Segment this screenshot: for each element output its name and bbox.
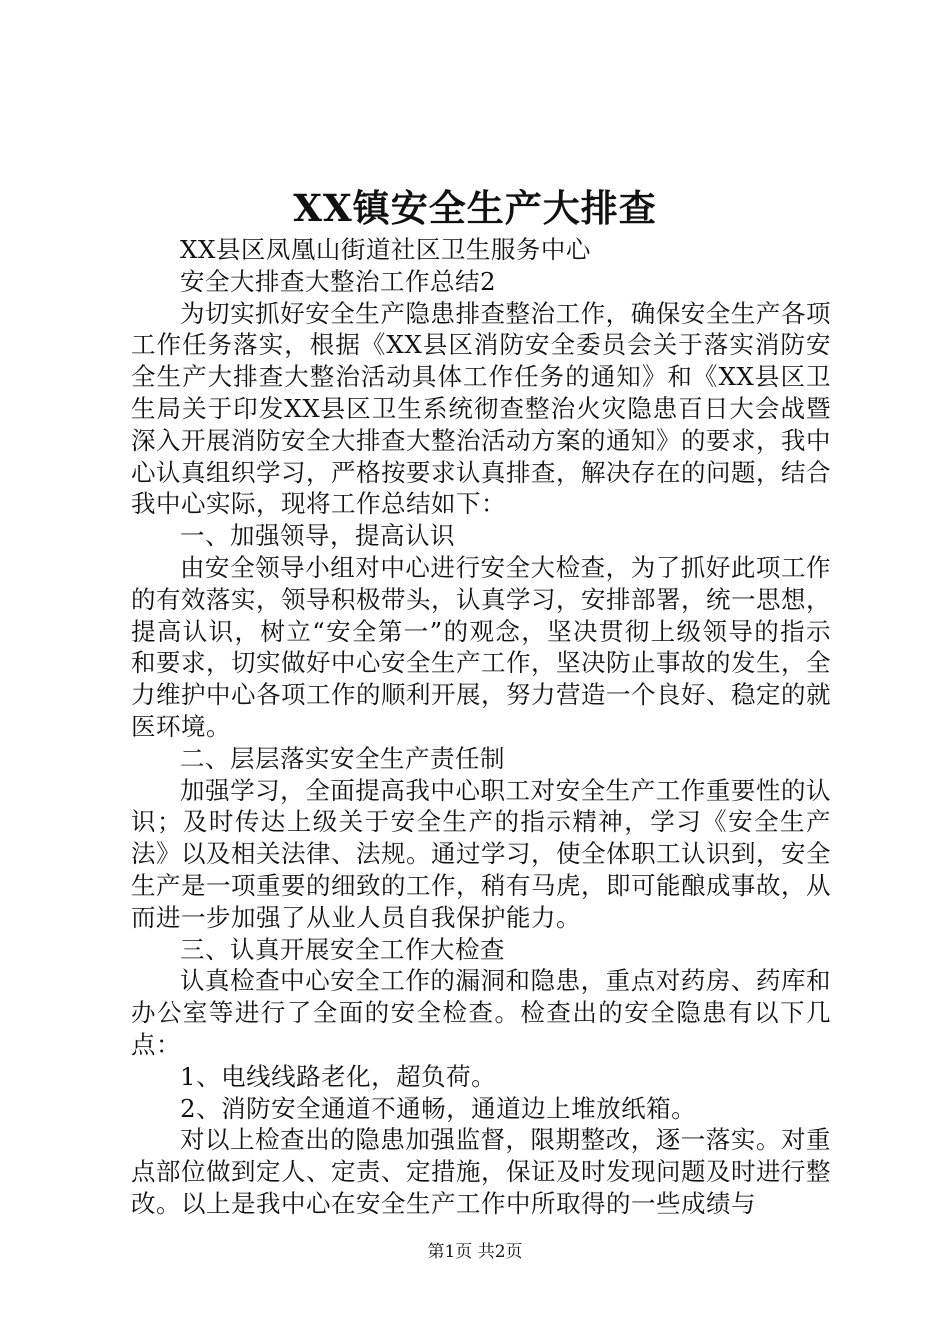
- section-paragraph-2: 加强学习，全面提高我中心职工对安全生产工作重要性的认识；及时传达上级关于安全生产的指示精神，学习《安全生产法》以及相关法律、法规。通过学习，使全体职工认识到，安全生产是一项重要的细致的工作，稍有马虎，即可能酿成事故，从而进一步加强了从业人员自我保护能力。: [131, 775, 831, 932]
- section-heading-1: 一、加强领导，提高认识: [180, 521, 455, 551]
- list-item-1: 1、电线线路老化，超负荷。: [180, 1061, 497, 1091]
- list-item-2: 2、消防安全通道不通畅，通道边上堆放纸箱。: [180, 1093, 697, 1123]
- page-title: XX镇安全生产大排查: [293, 186, 657, 230]
- page-number-footer: 第1页 共2页: [427, 1242, 523, 1262]
- closing-paragraph: 对以上检查出的隐患加强监督，限期整改，逐一落实。对重点部位做到定人、定责、定措施，保证及时发现问题及时进行整改。以上是我中心在安全生产工作中所取得的一些成绩与: [131, 1125, 831, 1218]
- section-heading-3: 三、认真开展安全工作大检查: [180, 934, 505, 964]
- report-subtitle-line: 安全大排查大整治工作总结2: [180, 266, 497, 296]
- document-body: [131, 234, 831, 1220]
- section-paragraph-3: 认真检查中心安全工作的漏洞和隐患，重点对药房、药库和办公室等进行了全面的安全检查。检查出的安全隐患有以下几点：: [131, 966, 831, 1059]
- intro-paragraph: 为切实抓好安全生产隐患排查整治工作，确保安全生产各项工作任务落实，根据《XX县区消防安全委员会关于落实消防安全生产大排查大整治活动具体工作任务的通知》和《XX县区卫生局关于印发XX县区卫生系统彻查整治火灾隐患百日大会战暨深入开展消防安全大排查大整治活动方案的通知》的要求，我中心认真组织学习，严格按要求认真排查，解决存在的问题，结合我中心实际，现将工作总结如下：: [131, 298, 831, 519]
- section-paragraph-1: 由安全领导小组对中心进行安全大检查，为了抓好此项工作的有效落实，领导积极带头，认真学习，安排部署，统一思想，提高认识，树立“安全第一”的观念，坚决贯彻上级领导的指示和要求，切实做好中心安全生产工作，坚决防止事故的发生，全力维护中心各项工作的顺利开展，努力营造一个良好、稳定的就医环境。: [131, 552, 831, 741]
- org-name-line: XX县区凤凰山街道社区卫生服务中心: [180, 235, 591, 264]
- section-heading-2: 二、层层落实安全生产责任制: [180, 743, 505, 773]
